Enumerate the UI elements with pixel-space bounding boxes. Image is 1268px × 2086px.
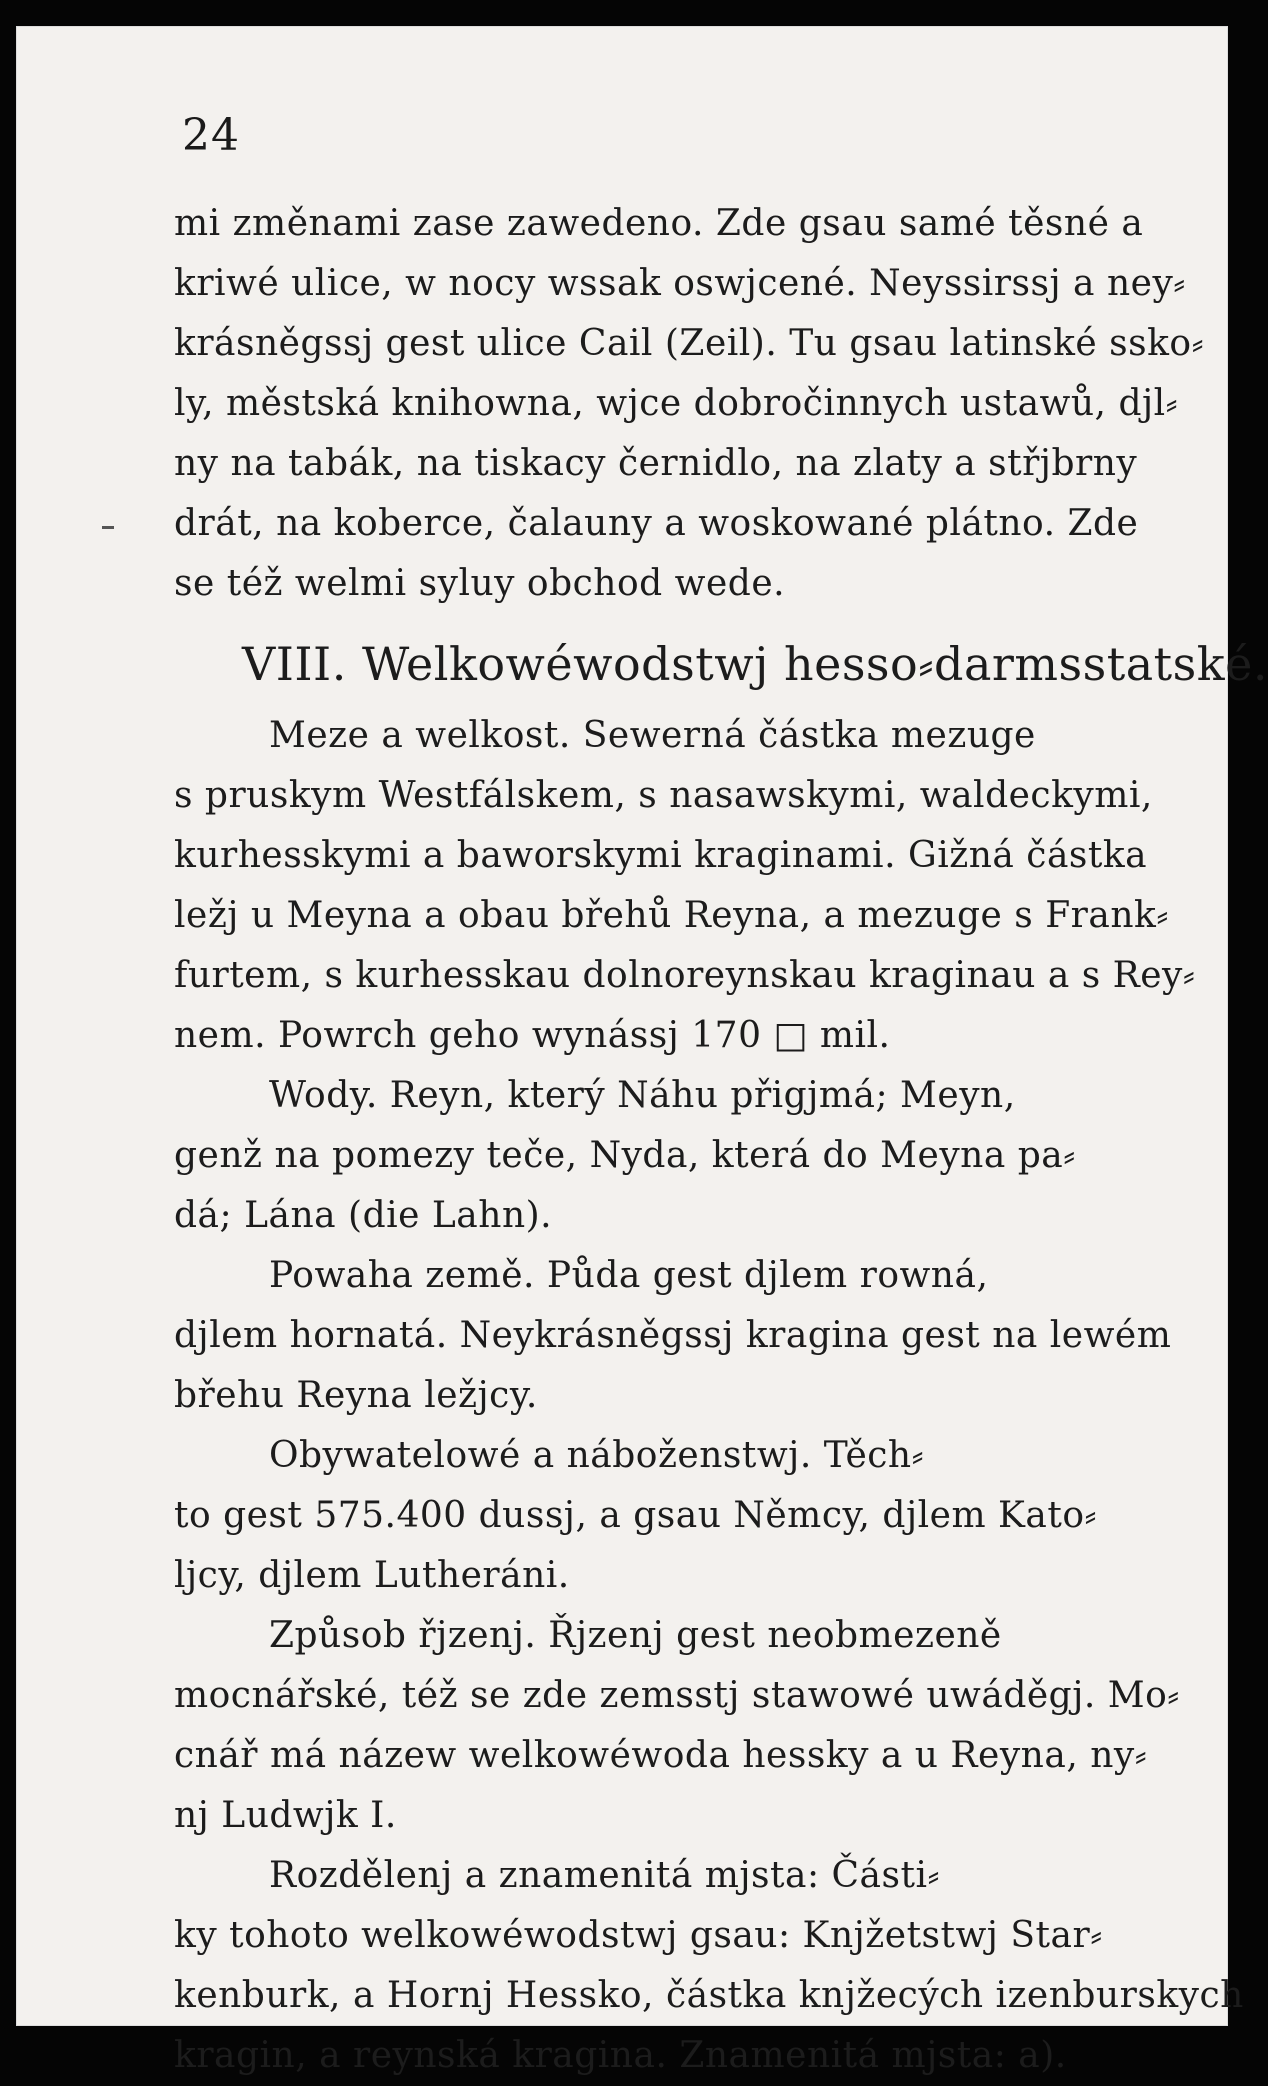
paragraph-borders-size bbox=[174, 706, 1196, 1066]
text-line: mi změnami zase zawedeno. Zde gsau samé těsné a bbox=[174, 203, 1144, 244]
text-line: se též welmi syluy obchod wede. bbox=[174, 563, 786, 604]
text-line: Obywatelowé a náboženstwj. Těch⸗ bbox=[269, 1435, 925, 1476]
text-line: krásněgssj gest ulice Cail (Zeil). Tu gsau latinské ssko⸗ bbox=[174, 323, 1205, 364]
text-line: Meze a welkost. Sewerná částka mezuge bbox=[269, 715, 1036, 756]
text-line: Powaha země. Půda gest djlem rowná, bbox=[269, 1255, 989, 1296]
paragraph-land-nature bbox=[174, 1246, 1172, 1426]
text-line: ležj u Meyna a obau břehů Reyna, a mezuge s Frank⸗ bbox=[174, 895, 1169, 936]
text-line: ljcy, djlem Lutheráni. bbox=[174, 1555, 570, 1596]
book-page bbox=[16, 26, 1268, 2076]
page-text bbox=[174, 194, 1268, 2086]
text-line: ny na tabák, na tiskacy černidlo, na zlaty a střjbrny bbox=[174, 443, 1138, 484]
text-line: genž na pomezy teče, Nyda, která do Meyna pa⸗ bbox=[174, 1135, 1076, 1176]
text-line: Wody. Reyn, který Náhu přigjmá; Meyn, bbox=[269, 1075, 1016, 1116]
text-line: kurhesskymi a baworskymi kraginami. Gižná částka bbox=[174, 835, 1148, 876]
text-line: břehu Reyna ležjcy. bbox=[174, 1375, 538, 1416]
text-line: s pruskym Westfálskem, s nasawskymi, waldeckymi, bbox=[174, 775, 1153, 816]
text-line: djlem hornatá. Neykrásněgssj kragina gest na lewém bbox=[174, 1315, 1172, 1356]
text-line: nem. Powrch geho wynássj 170 □ mil. bbox=[174, 1015, 891, 1056]
margin-mark bbox=[102, 526, 114, 529]
paragraph-population-religion bbox=[174, 1426, 1139, 1606]
text-line: ky tohoto welkowéwodstwj gsau: Knjžetstwj Star⸗ bbox=[174, 1915, 1103, 1956]
text-line: Rozdělenj a znamenitá mjsta: Části⸗ bbox=[269, 1855, 940, 1896]
paragraph-division-places bbox=[174, 1846, 1244, 2086]
text-line: kriwé ulice, w nocy wssak oswjcené. Neyssirssj a ney⸗ bbox=[174, 263, 1186, 304]
text-line: drát, na koberce, čalauny a woskowané plátno. Zde bbox=[174, 503, 1139, 544]
text-line: mocnářské, též se zde zemsstj stawowé uwáděgj. Mo⸗ bbox=[174, 1675, 1180, 1716]
text-line: to gest 575.400 dussj, a gsau Němcy, djlem Kato⸗ bbox=[174, 1495, 1098, 1536]
text-line: furtem, s kurhesskau dolnoreynskau kraginau a s Rey⸗ bbox=[174, 955, 1196, 996]
text-line: ly, městská knihowna, wjce dobročinnych ustawů, djl⸗ bbox=[174, 383, 1179, 424]
text-line: kragin, a reynská kragina. Znamenitá mjsta: a). bbox=[174, 2035, 1067, 2076]
page-number: 24 bbox=[182, 110, 240, 161]
text-line: Způsob řjzenj. Řjzenj gest neobmezeně bbox=[269, 1615, 1002, 1656]
text-line: dá; Lána (die Lahn). bbox=[174, 1195, 553, 1236]
section-heading: VIII. Welkowéwodstwj hesso⸗darmsstatské. bbox=[242, 637, 1268, 691]
paragraph-waters bbox=[174, 1066, 1139, 1246]
text-line: cnář má názew welkowéwoda hessky a u Reyna, ny⸗ bbox=[174, 1735, 1148, 1776]
paragraph-government bbox=[174, 1606, 1180, 1846]
text-line: kenburk, a Hornj Hessko, částka knjžecých izenburskych bbox=[174, 1975, 1244, 2016]
text-line: nj Ludwjk I. bbox=[174, 1795, 397, 1836]
